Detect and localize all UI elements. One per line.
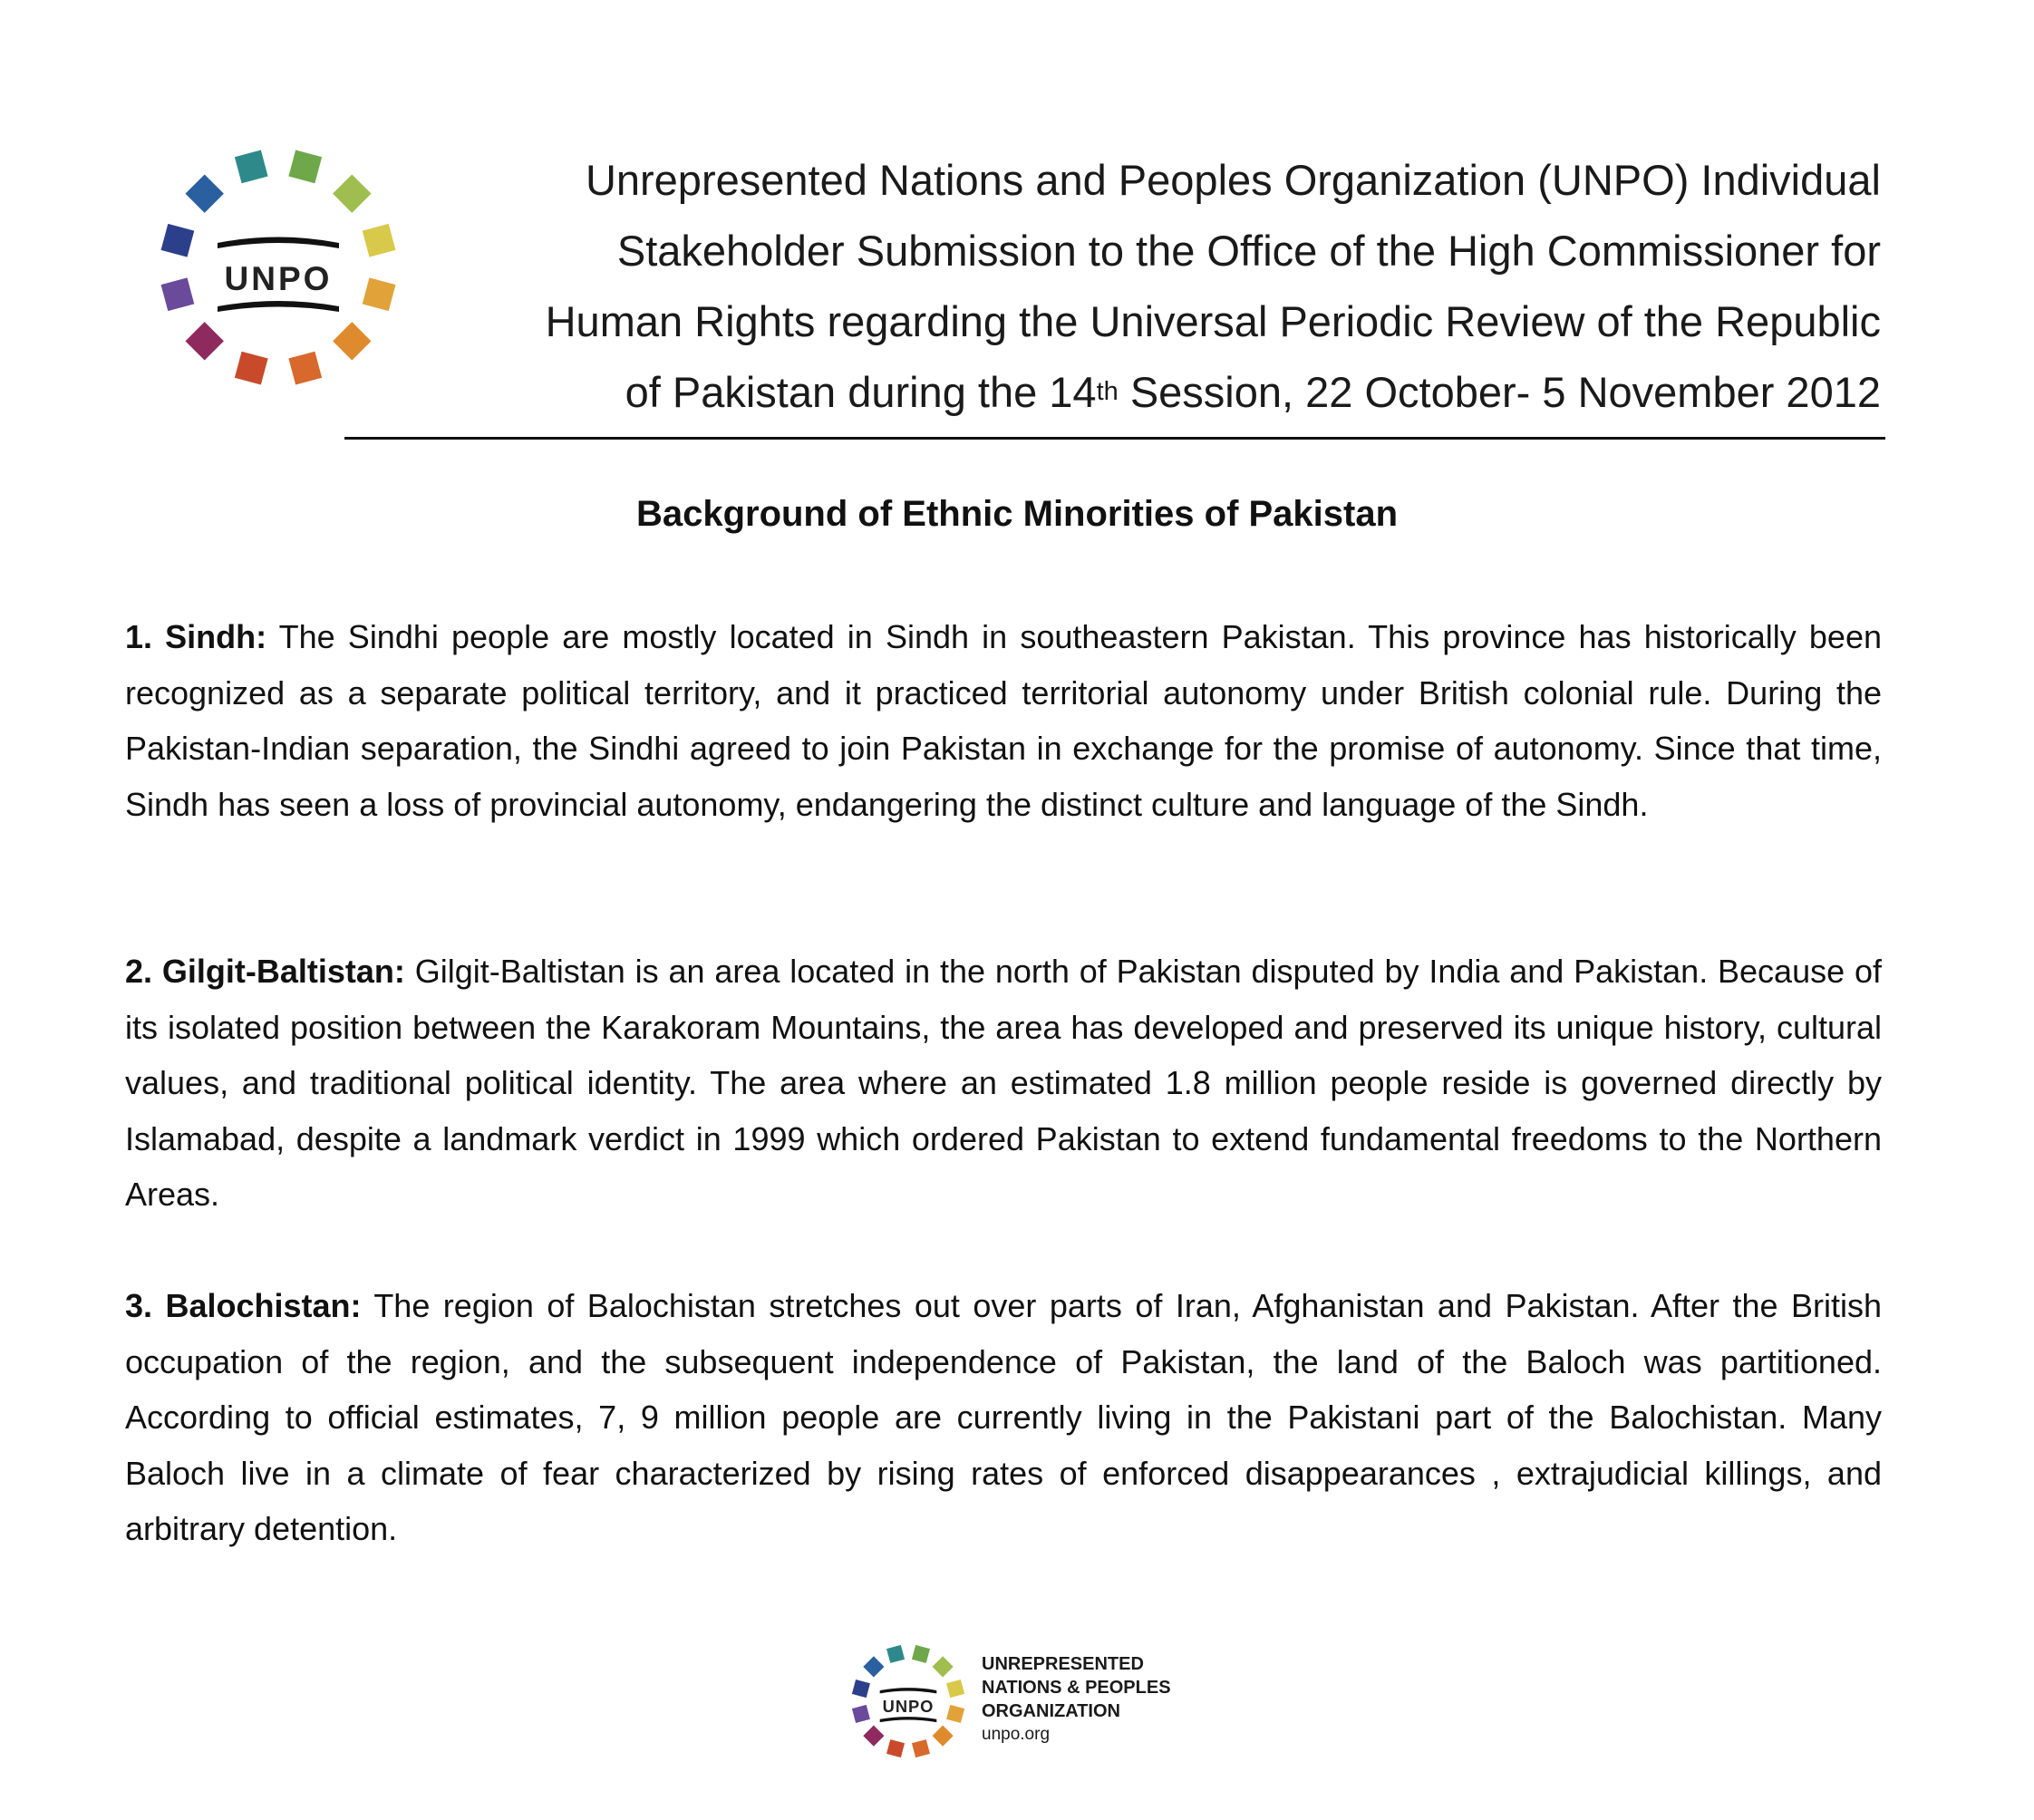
logo-ring-square <box>363 224 396 257</box>
title-last-pre: of Pakistan during the 14 <box>625 368 1097 416</box>
logo-ring-square <box>933 1726 954 1747</box>
paragraph-text: The region of Balochistan stretches out over parts of Iran, Afghanistan and Pakistan. After the British occupation of the region, and the subsequent independence of Pakistan, the land of the Baloch was partitioned. According to official estimates, 7, 9 million people are currently living in the Pakistani part of the Balochistan. Many Baloch live in a climate of fear characterized by rising rates of enforced disappearances , extrajudicial killings, and arbitrary detention. <box>125 1287 1882 1547</box>
title-ordinal-suffix: th <box>1096 377 1119 406</box>
paragraph-label: 2. Gilgit-Baltistan: <box>125 953 405 990</box>
logo-ring-square <box>946 1680 964 1698</box>
paragraph-text: The Sindhi people are mostly located in Sindh in southeastern Pakistan. This province has historically been recognized as a separate political territory, and it practiced territorial autonomy under British colonial rule. During the Pakistan-Indian separation, the Sindhi agreed to join Pakistan in exchange for the promise of autonomy. Since that time, Sindh has seen a loss of provincial autonomy, endangering the distinct culture and language of the Sindh. <box>125 618 1882 823</box>
unpo-footer-logo-icon <box>849 1642 967 1760</box>
footer-line: NATIONS & PEOPLES <box>982 1678 1171 1698</box>
paragraph-balochistan <box>125 1278 1882 1557</box>
footer-logo-text: UNPO <box>882 1697 935 1717</box>
document-title <box>426 145 1881 428</box>
logo-ring-square <box>852 1705 870 1723</box>
logo-ring-square <box>863 1726 884 1747</box>
logo-ring-square <box>185 322 223 360</box>
logo-ring-square <box>946 1705 964 1723</box>
footer-line: UNREPRESENTED <box>982 1654 1144 1674</box>
logo-ring-square <box>235 352 268 385</box>
header-divider <box>344 437 1885 440</box>
section-heading: Background of Ethnic Minorities of Pakistan <box>635 494 1399 534</box>
title-line: Human Rights regarding the Universal Periodic Review of the Republic <box>545 297 1881 345</box>
paragraph-text: Gilgit-Baltistan is an area located in the north of Pakistan disputed by India and Pakistan. Because of its isolated position between the Karakoram Mountains, the area has developed and preserved its unique history, cultural values, and traditional political identity. The area where an estimated 1.8 million people reside is governed directly by Islamabad, despite a landmark verdict in 1999 which ordered Pakistan to extend fundamental freedoms to the Northern Areas. <box>125 953 1882 1213</box>
logo-ring-square <box>363 277 396 311</box>
logo-ring-square <box>333 174 371 212</box>
logo-ring-square <box>886 1645 905 1663</box>
logo-text: UNPO <box>224 260 333 297</box>
footer-line: ORGANIZATION <box>982 1701 1120 1721</box>
paragraph-sindh <box>125 609 1882 832</box>
logo-ring-square <box>852 1680 870 1698</box>
title-line <box>426 357 1881 428</box>
logo-ring-square <box>912 1739 930 1757</box>
logo-ring-square <box>912 1645 930 1663</box>
logo-ring-square <box>235 150 268 184</box>
logo-ring-square <box>933 1656 954 1677</box>
logo-ring-square <box>161 277 195 311</box>
logo-ring-square <box>288 150 322 184</box>
logo-ring-square <box>333 322 371 360</box>
logo-ring-square <box>288 352 322 385</box>
footer-org-name <box>982 1652 1171 1747</box>
unpo-logo-icon <box>156 145 401 390</box>
title-last-post: Session, 22 October- 5 November 2012 <box>1118 368 1881 416</box>
logo-ring-square <box>161 224 195 257</box>
logo-ring-square <box>886 1739 905 1757</box>
title-line: Unrepresented Nations and Peoples Organization (UNPO) Individual <box>585 156 1881 204</box>
title-line: Stakeholder Submission to the Office of the High Commissioner for <box>616 227 1881 275</box>
paragraph-gilgit-baltistan <box>125 944 1882 1223</box>
logo-ring-square <box>863 1656 884 1677</box>
footer-url[interactable]: unpo.org <box>982 1725 1051 1744</box>
logo-ring-square <box>185 174 223 212</box>
paragraph-label: 1. Sindh: <box>125 618 267 655</box>
paragraph-label: 3. Balochistan: <box>125 1287 362 1324</box>
